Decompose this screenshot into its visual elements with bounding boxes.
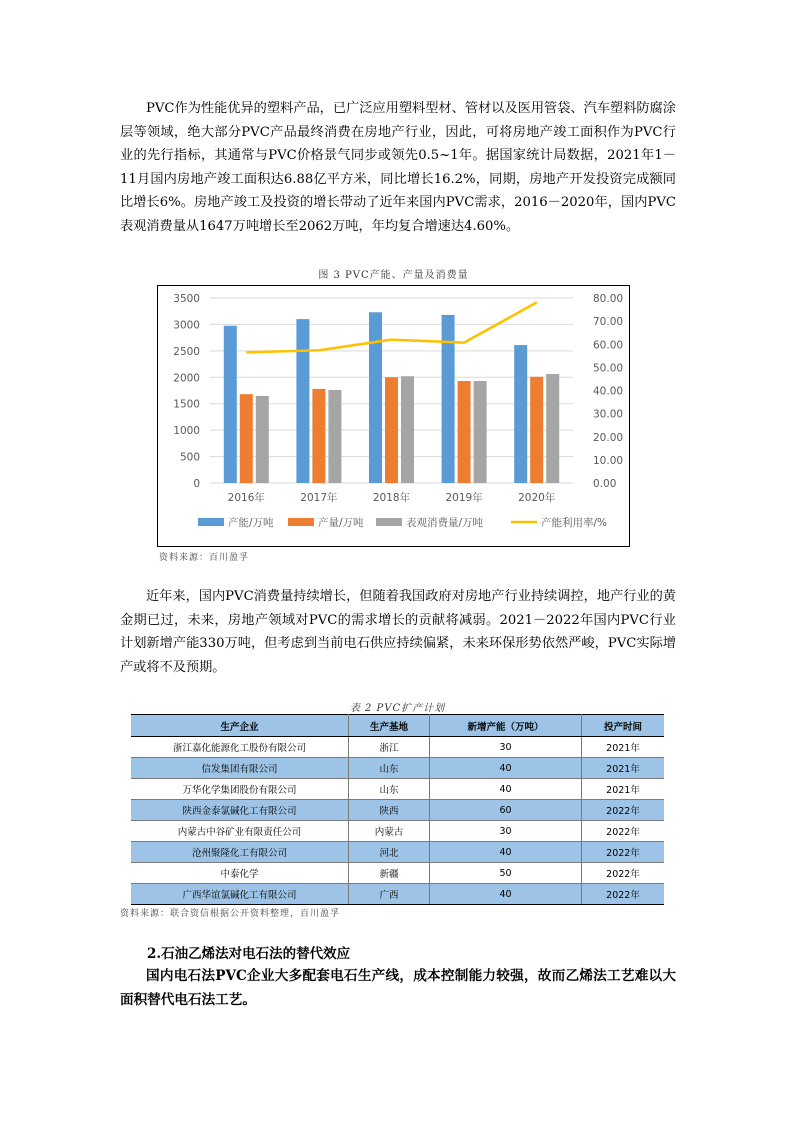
legend-swatch <box>376 518 402 526</box>
table-row <box>131 821 664 842</box>
pvc-capacity-chart <box>158 286 629 546</box>
cell-capacity: 30 <box>430 737 582 758</box>
bar-consumption <box>328 390 341 483</box>
bar-consumption <box>401 376 414 483</box>
y-left-tick-label: 3000 <box>173 319 200 332</box>
cell-base: 广西 <box>349 884 430 905</box>
cell-base: 内蒙古 <box>349 821 430 842</box>
table-row <box>131 800 664 821</box>
x-tick-label: 2019年 <box>445 492 483 504</box>
cell-base: 河北 <box>349 842 430 863</box>
cell-time: 2022年 <box>582 884 665 905</box>
y-right-tick-label: 60.00 <box>593 339 624 352</box>
bar-consumption <box>546 374 559 483</box>
x-tick-label: 2016年 <box>227 492 265 504</box>
table-row <box>131 779 664 800</box>
cell-company: 陕西金泰氯碱化工有限公司 <box>131 800 349 821</box>
y-right-tick-label: 10.00 <box>593 454 624 467</box>
cell-capacity: 40 <box>430 758 582 779</box>
table-row <box>131 758 664 779</box>
cell-time: 2021年 <box>582 758 665 779</box>
table-row <box>131 884 664 905</box>
y-left-tick-label: 3500 <box>173 293 200 305</box>
legend-label: 产量/万吨 <box>318 517 364 529</box>
y-right-tick-label: 0.00 <box>593 478 617 490</box>
cell-company: 沧州聚隆化工有限公司 <box>131 842 349 863</box>
bold-conclusion-paragraph: 国内电石法PVC企业大多配套电石生产线，成本控制能力较强，故而乙烯法工艺难以大面积替代电石法工艺。 <box>120 968 676 1008</box>
cell-time: 2022年 <box>582 842 665 863</box>
x-tick-label: 2020年 <box>518 492 556 504</box>
cell-company: 浙江嘉化能源化工股份有限公司 <box>131 737 349 758</box>
y-left-tick-label: 1000 <box>173 425 200 438</box>
bar-output <box>385 377 398 483</box>
table-row <box>131 737 664 758</box>
y-right-tick-label: 70.00 <box>593 316 624 329</box>
y-left-tick-label: 2000 <box>173 372 200 385</box>
bar-consumption <box>474 381 487 483</box>
legend-swatch <box>288 518 314 526</box>
section-heading: 2.石油乙烯法对电石法的替代效应 <box>147 946 351 962</box>
table-caption: 表 2 PVC扩产计划 <box>349 703 446 714</box>
bar-capacity <box>296 319 309 483</box>
y-left-tick-label: 500 <box>179 451 200 464</box>
cell-capacity: 30 <box>430 821 582 842</box>
cell-time: 2022年 <box>582 863 665 884</box>
bar-output <box>530 377 543 483</box>
bar-capacity <box>442 315 455 483</box>
x-tick-label: 2018年 <box>372 492 411 504</box>
cell-capacity: 40 <box>430 842 582 863</box>
cell-base: 山东 <box>349 758 430 779</box>
cell-capacity: 60 <box>430 800 582 821</box>
cell-base: 陕西 <box>349 800 430 821</box>
line-utilization-rate <box>246 302 536 352</box>
figure-caption: 图 3 PVC产能、产量及消费量 <box>318 270 469 281</box>
expansion-plan-table <box>131 714 664 905</box>
cell-company: 中泰化学 <box>131 863 349 884</box>
bar-consumption <box>256 396 269 483</box>
cell-company: 广西华谊氯碱化工有限公司 <box>131 884 349 905</box>
cell-time: 2022年 <box>582 800 665 821</box>
y-right-tick-label: 20.00 <box>593 431 624 444</box>
header-new-capacity: 新增产能（万吨） <box>430 715 582 737</box>
bar-output <box>240 394 253 483</box>
bar-capacity <box>514 345 527 483</box>
legend-label: 产能/万吨 <box>228 517 274 529</box>
table-header-row <box>131 715 664 737</box>
legend-label: 产能利用率/% <box>541 517 608 529</box>
header-company: 生产企业 <box>131 715 349 737</box>
table-row <box>131 863 664 884</box>
bar-capacity <box>369 312 382 483</box>
cell-capacity: 40 <box>430 884 582 905</box>
paragraph-demand-outlook: 近年来，国内PVC消费量持续增长，但随着我国政府对房地产行业持续调控，地产行业的黄金期已过，未来，房地产领域对PVC的需求增长的贡献将减弱。2021－2022年国内PVC行业计划新增产能330万吨，但考虑到当前电石供应持续偏紧，未来环保形势依然严峻，PVC实际增产或将不及预期。 <box>120 589 676 675</box>
table-source: 资料来源：联合资信根据公开资料整理，百川盈孚 <box>120 909 341 919</box>
table-row <box>131 842 664 863</box>
cell-base: 新疆 <box>349 863 430 884</box>
cell-company: 内蒙古中谷矿业有限责任公司 <box>131 821 349 842</box>
y-left-tick-label: 1500 <box>173 398 200 411</box>
chart-container <box>157 285 630 547</box>
cell-time: 2021年 <box>582 779 665 800</box>
y-right-tick-label: 50.00 <box>593 362 624 375</box>
cell-company: 信发集团有限公司 <box>131 758 349 779</box>
figure-source: 资料来源：百川盈孚 <box>159 553 250 563</box>
header-start-time: 投产时间 <box>582 715 665 737</box>
x-tick-label: 2017年 <box>300 492 338 504</box>
y-left-tick-label: 2500 <box>173 345 200 358</box>
legend-label: 表观消费量/万吨 <box>406 517 484 529</box>
cell-capacity: 50 <box>430 863 582 884</box>
cell-base: 山东 <box>349 779 430 800</box>
cell-time: 2021年 <box>582 737 665 758</box>
bar-output <box>458 381 471 483</box>
paragraph-pvc-overview: PVC作为性能优异的塑料产品，已广泛应用塑料型材、管材以及医用管袋、汽车塑料防腐涂层等领域，绝大部分PVC产品最终消费在房地产行业，因此，可将房地产竣工面积作为PVC行业的先行指标，其通常与PVC价格景气同步或领先0.5~1年。据国家统计局数据，2021年1－11月国内房地产竣工面积达6.88亿平方米，同比增长16.2%，同期，房地产开发投资完成额同比增长6%。房地产竣工及投资的增长带动了近年来国内PVC需求，2016－2020年，国内PVC表观消费量从1647万吨增长至2062万吨，年均复合增速达4.60%。 <box>120 101 676 234</box>
y-right-tick-label: 40.00 <box>593 385 624 398</box>
header-base: 生产基地 <box>349 715 430 737</box>
y-right-tick-label: 30.00 <box>593 408 624 421</box>
cell-capacity: 40 <box>430 779 582 800</box>
cell-company: 万华化学集团股份有限公司 <box>131 779 349 800</box>
y-left-tick-label: 0 <box>193 478 200 490</box>
legend-swatch <box>198 518 224 526</box>
bar-capacity <box>224 326 237 483</box>
cell-base: 浙江 <box>349 737 430 758</box>
y-right-tick-label: 80.00 <box>593 293 624 305</box>
bar-output <box>312 389 325 483</box>
cell-time: 2022年 <box>582 821 665 842</box>
